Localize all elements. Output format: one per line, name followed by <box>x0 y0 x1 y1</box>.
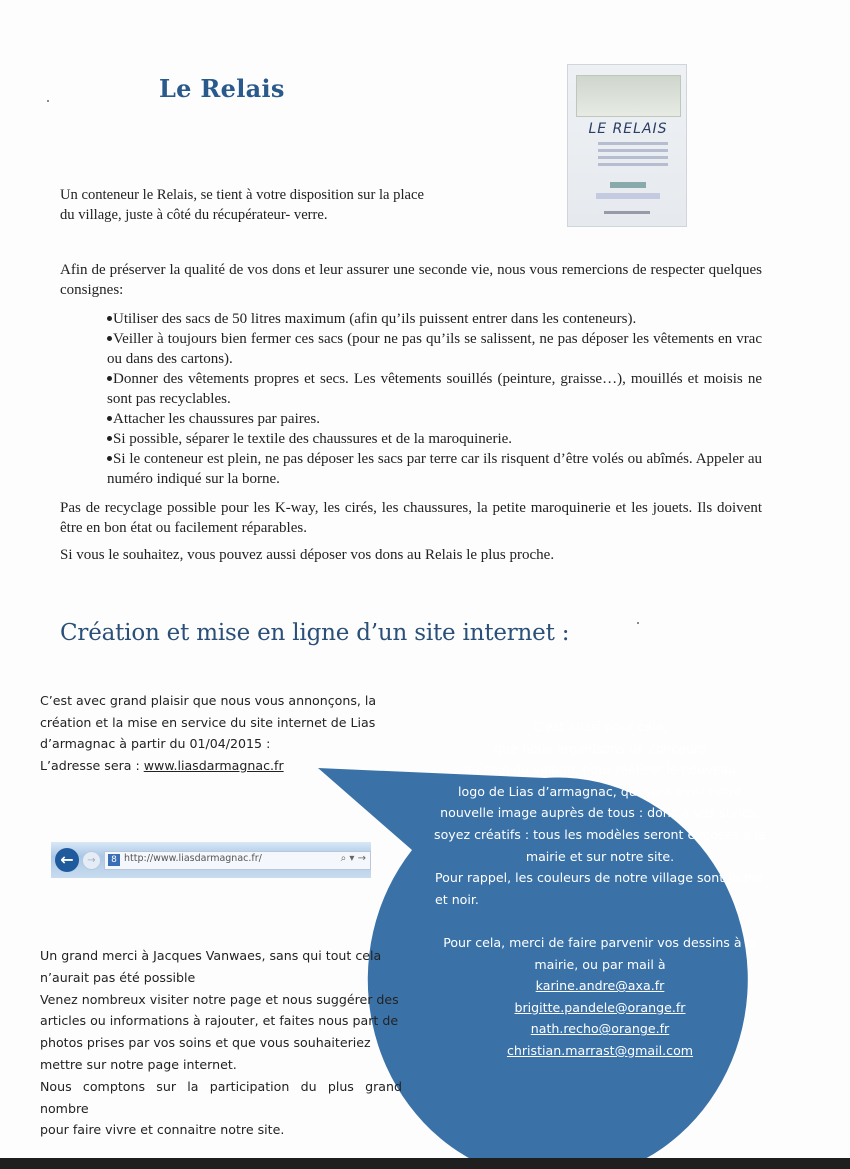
bubble-mail-line: Pour cela, merci de faire parvenir vos dessins à la <box>443 934 757 950</box>
bubble-line: nouvelle image auprès de tous : donc à vos stylos, <box>440 805 760 821</box>
consigne-text: Attacher les chaussures par paires. <box>113 411 320 427</box>
email-link-brigitte[interactable]: brigitte.pandele@orange.fr <box>514 999 686 1015</box>
thanks-line: Nous comptons sur la participation du plus grand nombre <box>40 1078 402 1116</box>
bubble-line: soyez créatifs : tous les modèles seront exposés à la <box>434 826 766 842</box>
consigne-text: Veiller à toujours bien fermer ces sacs (pour ne pas qu’ils se salissent, ne pas déposer les vêtements en vrac ou dans des cartons). <box>107 331 762 367</box>
address-url: http://www.liasdarmagnac.fr/ <box>124 853 262 864</box>
bubble-line: C’est aussi pour cela, <box>532 719 668 734</box>
announce-line: création et la mise en service du site internet de Lias <box>40 714 376 730</box>
intro-line: Un conteneur le Relais, se tient à votre disposition sur la place <box>60 187 424 203</box>
email-link-nath[interactable]: nath.recho@orange.fr <box>530 1021 670 1037</box>
bubble-spacer <box>425 910 775 932</box>
consigne-text: Si le conteneur est plein, ne pas déposer les sacs par terre car ils risquent d’être volés ou abîmés. Appeler au numéro indiqué sur la borne. <box>107 451 762 487</box>
search-go-icon: ⌕ ▾ → <box>340 853 366 864</box>
bubble-rappel-line: et noir. <box>435 891 479 907</box>
consigne-text: Donner des vêtements propres et secs. Les vêtements souillés (peinture, graisse…), mouillés et moisis ne sont pas recyclables. <box>107 371 762 407</box>
email-link-karine[interactable]: karine.andre@axa.fr <box>535 978 665 994</box>
intro-line: du village, juste à côté du récupérateur- verre. <box>60 207 328 223</box>
bubble-rappel-line: Pour rappel, les couleurs de notre village sont jaune <box>435 870 764 886</box>
relais-no-recycling-paragraph: Pas de recyclage possible pour les K-way, les cirés, les chaussures, la petite maroquinerie et les jouets. Ils doivent être en bon état ou facilement réparables. <box>60 500 762 536</box>
address-field <box>104 851 371 870</box>
scan-speck <box>47 100 49 102</box>
email-link-christian[interactable]: christian.marrast@gmail.com <box>506 1042 694 1058</box>
thanks-line: Venez nombreux visiter notre page et nous suggérer des <box>40 991 399 1007</box>
consigne-text: Si possible, séparer le textile des chaussures et de la maroquinerie. <box>113 431 513 447</box>
browser-address-bar-screenshot <box>51 842 371 878</box>
announce-line: d’armagnac à partir du 01/04/2015 : <box>40 736 271 751</box>
thanks-line: Un grand merci à Jacques Vanwaes, sans qui tout cela <box>40 948 382 963</box>
bubble-line: logo de Lias d’armagnac, qui sera ainsi notre <box>458 783 742 799</box>
thanks-line: articles ou informations à rajouter, et faites nous part de <box>40 1013 399 1029</box>
site-announcement <box>40 690 402 776</box>
consigne-text: Utiliser des sacs de 50 litres maximum (afin qu’ils puissent entrer dans les conteneurs). <box>113 311 637 327</box>
site-thanks-paragraph <box>40 945 402 1141</box>
relais-consignes-intro: Afin de préserver la qualité de vos dons et leur assurer une seconde vie, nous vous remercions de respecter quelques consignes: <box>60 262 762 298</box>
back-arrow-icon: ← <box>55 848 79 872</box>
bubble-line: au sein du village, pour réaliser le nouveau <box>463 762 737 778</box>
container-photo-label: LE RELAIS <box>588 121 668 137</box>
speech-bubble-text <box>425 716 775 1062</box>
address-line <box>40 755 402 777</box>
relais-nearest-paragraph: Si vous le souhaitez, vous pouvez aussi déposer vos dons au Relais le plus proche. <box>60 547 555 563</box>
website-link[interactable]: www.liasdarmagnac.fr <box>143 757 284 773</box>
forward-arrow-icon: → <box>82 851 101 870</box>
thanks-line: photos prises par vos soins et que vous souhaiteriez <box>40 1035 371 1051</box>
section-title-site-internet: Création et mise en ligne d’un site internet : <box>60 620 570 646</box>
address-prefix: L’adresse sera : <box>40 757 144 773</box>
scan-speck <box>637 622 639 624</box>
announce-line: C’est avec grand plaisir que nous vous annonçons, la <box>40 693 377 708</box>
bubble-line: mairie et sur notre site. <box>525 848 675 864</box>
bubble-mail-line: mairie, ou par mail à <box>534 956 666 972</box>
bubble-line: que nous organisons un concours <box>494 740 706 756</box>
thanks-line: mettre sur notre page internet. <box>40 1056 237 1072</box>
section-title-le-relais: Le Relais <box>159 74 285 103</box>
thanks-line: pour faire vivre et connaitre notre site. <box>40 1122 285 1138</box>
scan-bottom-edge <box>0 1158 850 1169</box>
thanks-line: n’aurait pas été possible <box>40 969 196 985</box>
favicon-icon: 8 <box>108 854 120 866</box>
